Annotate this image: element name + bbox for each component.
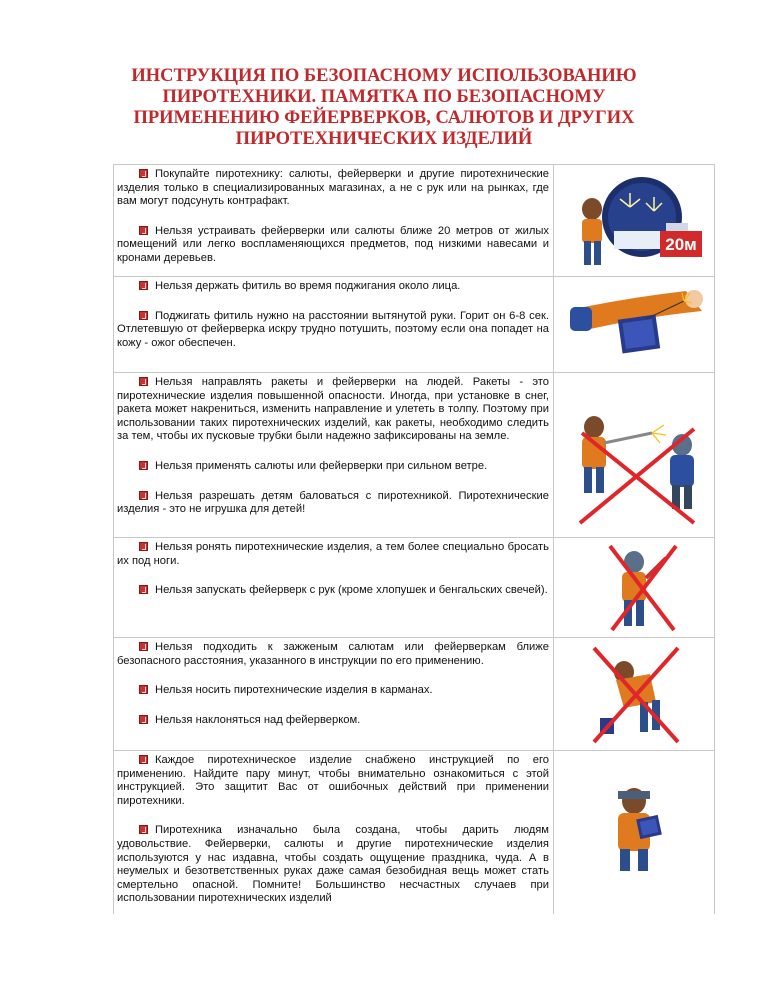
rule-paragraph: Нельзя ронять пиротехнические изделия, а тем более специально бросать их под ноги. (117, 541, 549, 567)
bullet-icon (139, 685, 148, 694)
bullet-icon (139, 542, 148, 551)
table-row (114, 538, 714, 638)
table-row (114, 165, 714, 277)
distance-badge: 20м (665, 235, 697, 254)
row-text (114, 538, 553, 637)
row-text (114, 277, 553, 372)
row-illustration (553, 165, 714, 276)
table-row (114, 751, 714, 914)
rule-paragraph: Нельзя подходить к зажженым салютам или фейерверкам ближе безопасного расстояния, указанного в инструкции по его применению. (117, 641, 549, 667)
bullet-icon (139, 461, 148, 470)
title-line: ПИРОТЕХНИКИ. ПАМЯТКА ПО БЕЗОПАСНОМУ (162, 87, 606, 107)
rule-paragraph: Поджигать фитиль нужно на расстоянии вытянутой руки. Горит он 6-8 сек. Отлетевшую от фейерверка искру трудно потушить, поэтому если она попадет на кожу - ожог обеспечен. (117, 309, 549, 349)
rule-paragraph: Каждое пиротехническое изделие снабжено инструкцией по его применению. Найдите пару минут, чтобы внимательно ознакомиться с этой инструкцией. Это защитит Вас от ошибочных действий при применении пиротехники. (117, 754, 549, 807)
rule-paragraph: Нельзя разрешать детям баловаться с пиротехникой. Пиротехнические изделия - это не игрушка для детей! (117, 489, 549, 516)
bullet-icon (139, 585, 148, 594)
rule-paragraph: Нельзя применять салюты или фейерверки при сильном ветре. (117, 460, 549, 474)
bullet-icon (139, 825, 148, 834)
arm-length-fuse-icon (554, 277, 714, 372)
row-text (114, 165, 553, 276)
rule-paragraph: Нельзя устраивать фейерверки или салюты ближе 20 метров от жилых помещений или легко воспламеняющихся предметов, под низкими навесами и кронами деревьев. (117, 224, 549, 264)
title-line: ПРИМЕНЕНИЮ ФЕЙЕРВЕРКОВ, САЛЮТОВ И ДРУГИХ (133, 108, 635, 128)
table-row (114, 373, 714, 538)
bullet-icon (139, 642, 148, 651)
rule-paragraph: Нельзя направлять ракеты и фейерверки на людей. Ракеты - это пиротехнические изделия повышенной опасности. Иногда, при установке в снег, ракета может накрениться, изменить направление и улететь в толпу. Поэтому при использовании таких пиротехнических изделий, как ракеты, необходимо следить за тем, чтобы их пусковые трубки были надежно зафиксированы на земле. (117, 376, 549, 443)
bullet-icon (139, 169, 148, 178)
rule-paragraph: Нельзя носить пиротехнические изделия в карманах. (117, 684, 549, 698)
row-illustration (553, 538, 714, 637)
rule-paragraph: Нельзя держать фитиль во время поджигания около лица. (117, 280, 549, 294)
reading-instructions-icon (554, 751, 714, 914)
bullet-icon (139, 281, 148, 290)
bullet-icon (139, 377, 148, 386)
rule-paragraph: Пиротехника изначально была создана, чтобы дарить людям удовольствие. Фейерверки, салюты и другие пиротехнические изделия используются у нас издавна, чтобы создать ощущение праздника, чуда. А в неумелых и безответственных руках даже самая безобидная вещь может стать смертельно опасной. Помните! Большинство несчастных случаев при использовании пиротехнических изделий (117, 824, 549, 905)
bullet-icon (139, 715, 148, 724)
page-title (120, 66, 648, 150)
row-illustration (553, 373, 714, 537)
handheld-firework-prohibited-icon (554, 538, 714, 637)
title-line: ПИРОТЕХНИЧЕСКИХ ИЗДЕЛИЙ (235, 129, 533, 149)
row-text (114, 373, 553, 537)
instructions-table (113, 164, 715, 914)
rocket-at-people-prohibited-icon (554, 373, 714, 537)
row-illustration (553, 638, 714, 750)
table-row (114, 638, 714, 751)
row-illustration (553, 277, 714, 372)
bullet-icon (139, 491, 148, 500)
rule-paragraph: Нельзя запускать фейерверк с рук (кроме хлопушек и бенгальских свечей). (117, 584, 549, 598)
bullet-icon (139, 311, 148, 320)
row-text (114, 751, 553, 914)
rule-paragraph: Нельзя наклоняться над фейерверком. (117, 714, 549, 728)
table-row (114, 277, 714, 373)
row-illustration (553, 751, 714, 914)
leaning-over-firework-prohibited-icon (554, 638, 714, 750)
bullet-icon (139, 755, 148, 764)
rule-paragraph: Покупайте пиротехнику: салюты, фейерверки и другие пиротехнические изделия только в специализированных магазинах, а не с рук или на рынках, где вам могут подсунуть контрафакт. (117, 168, 549, 208)
title-line: ИНСТРУКЦИЯ ПО БЕЗОПАСНОМУ ИСПОЛЬЗОВАНИЮ (131, 66, 637, 86)
bullet-icon (139, 226, 148, 235)
row-text (114, 638, 553, 750)
fireworks-distance-icon (554, 165, 714, 276)
